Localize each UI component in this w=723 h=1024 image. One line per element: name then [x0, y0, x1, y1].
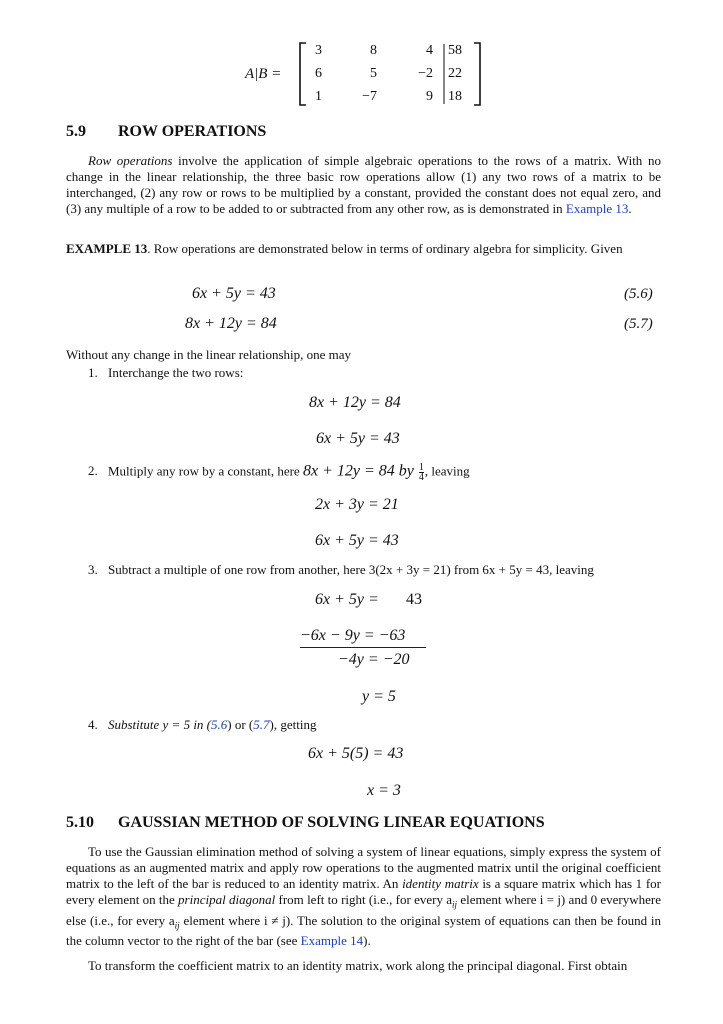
row-operations-paragraph [66, 153, 661, 217]
subtraction-rule [300, 647, 426, 648]
matrix-cell: 4 [426, 43, 433, 58]
example-intro: Without any change in the linear relationship, one may [66, 347, 352, 362]
equation-5-7: 8x + 12y = 84 [185, 315, 277, 332]
matrix-b-cell: 58 [448, 43, 462, 58]
step-text [108, 717, 316, 733]
term-principal-diagonal: principal diagonal [178, 892, 276, 907]
step4-equation: 6x + 5(5) = 43 [308, 745, 404, 762]
step-text-part: Multiply any row by a constant, here [108, 463, 303, 479]
paragraph-text: involve the application of simple algebraic operations to the rows of a matrix. With no change in the linear relationship, the three basic row operations allow (1) any two rows of a matrix to be interchanged, (2) any row or rows to be multiplied by a constant, provided the constant does not equal zero, and (3) any multiple of a row to be added to or subtracted from any other row, as is demonstrated in [66, 153, 661, 216]
step-number: 3. [88, 562, 98, 577]
subscript: ij [452, 899, 458, 910]
gaussian-paragraph-2 [66, 958, 661, 974]
step3-equation: −4y = −20 [338, 651, 410, 668]
step2-equation: 2x + 3y = 21 [315, 496, 399, 513]
step3-result: y = 5 [362, 688, 396, 705]
section-title: ROW OPERATIONS [118, 123, 267, 140]
matrix-cell: 9 [426, 89, 433, 104]
matrix-cell: 6 [315, 66, 322, 81]
paragraph-text: is a square matrix which has 1 for every element on the [66, 876, 661, 907]
equation-5-6-link[interactable]: 5.6 [211, 717, 228, 732]
step-text: Interchange the two rows: [108, 365, 244, 380]
step-number: 1. [88, 365, 98, 380]
step1-equation: 8x + 12y = 84 [309, 394, 401, 411]
term-row-operations: Row operations [88, 153, 173, 168]
section-number: 5.9 [66, 123, 86, 140]
step3-equation: −6x − 9y = −63 [300, 627, 406, 644]
equation-5-6: 6x + 5y = 43 [192, 285, 276, 302]
paragraph-text: element where i ≠ j). The solution to the original system of equations can then be found in the column vector to the right of the bar (see [66, 912, 661, 949]
paragraph-text: from left to right (i.e., for every a [275, 892, 453, 907]
paragraph-text: element where i = j) and 0 everywhere else (i.e., for every a [66, 892, 662, 928]
example-13-link[interactable]: Example 13 [565, 201, 629, 216]
matrix-cell: 1 [315, 89, 322, 104]
example-text: . Row operations are demonstrated below in terms of ordinary algebra for simplicity. Given [147, 241, 623, 256]
step-text: Subtract a multiple of one row from another, here 3(2x + 3y = 21) from 6x + 5y = 43, leaving [108, 562, 594, 577]
matrix-label: A|B = [245, 66, 282, 82]
step3-rhs: 43 [406, 591, 422, 608]
step-text [108, 463, 470, 482]
matrix-b-cell: 18 [448, 89, 462, 104]
section-number: 5.10 [66, 814, 94, 831]
step2-equation: 6x + 5y = 43 [315, 532, 399, 549]
step-text-part: ), getting [269, 717, 317, 732]
matrix-cell: 8 [370, 43, 377, 58]
paragraph-end: ). [363, 933, 371, 949]
subscript: ij [174, 920, 180, 931]
gaussian-paragraph [66, 844, 661, 949]
step4-result: x = 3 [367, 782, 401, 799]
matrix-b-cell: 22 [448, 66, 462, 81]
fraction-numerator: 1 [418, 462, 424, 473]
fraction [419, 463, 424, 482]
matrix-cell: −7 [362, 89, 377, 104]
matrix-cell: −2 [418, 66, 433, 81]
step-text-part: , leaving [424, 463, 470, 479]
example-label: EXAMPLE 13 [66, 241, 148, 256]
step-text-part: ) or ( [227, 717, 254, 732]
equation-number: (5.6) [624, 286, 653, 302]
paragraph-end: . [628, 201, 632, 216]
step3-equation: 6x + 5y = [315, 591, 379, 608]
equation-5-7-link[interactable]: 5.7 [253, 717, 270, 732]
term-identity-matrix: identity matrix [402, 876, 479, 891]
step-number: 2. [88, 463, 98, 478]
fraction-denominator: 4 [418, 472, 424, 483]
step1-equation: 6x + 5y = 43 [316, 430, 400, 447]
paragraph-text: To transform the coefficient matrix to an identity matrix, work along the principal diagonal. First obtain [88, 958, 628, 973]
matrix-cell: 5 [370, 66, 377, 81]
example-13-heading [66, 241, 661, 257]
step-text-part: Substitute y = 5 in ( [108, 717, 212, 732]
section-title: GAUSSIAN METHOD OF SOLVING LINEAR EQUATIONS [118, 814, 545, 831]
paragraph-text: To use the Gaussian elimination method of solving a system of linear equations, simply express the system of equations as an augmented matrix and apply row operations to the augmented matrix until the original coefficient matrix to the left of the bar is reduced to an identity matrix. An [66, 844, 661, 891]
equation-number: (5.7) [624, 316, 653, 332]
step-equation: 8x + 12y = 84 by [302, 462, 418, 480]
example-14-link[interactable]: Example 14 [300, 933, 364, 949]
step-number: 4. [88, 717, 98, 732]
matrix-cell: 3 [315, 43, 322, 58]
